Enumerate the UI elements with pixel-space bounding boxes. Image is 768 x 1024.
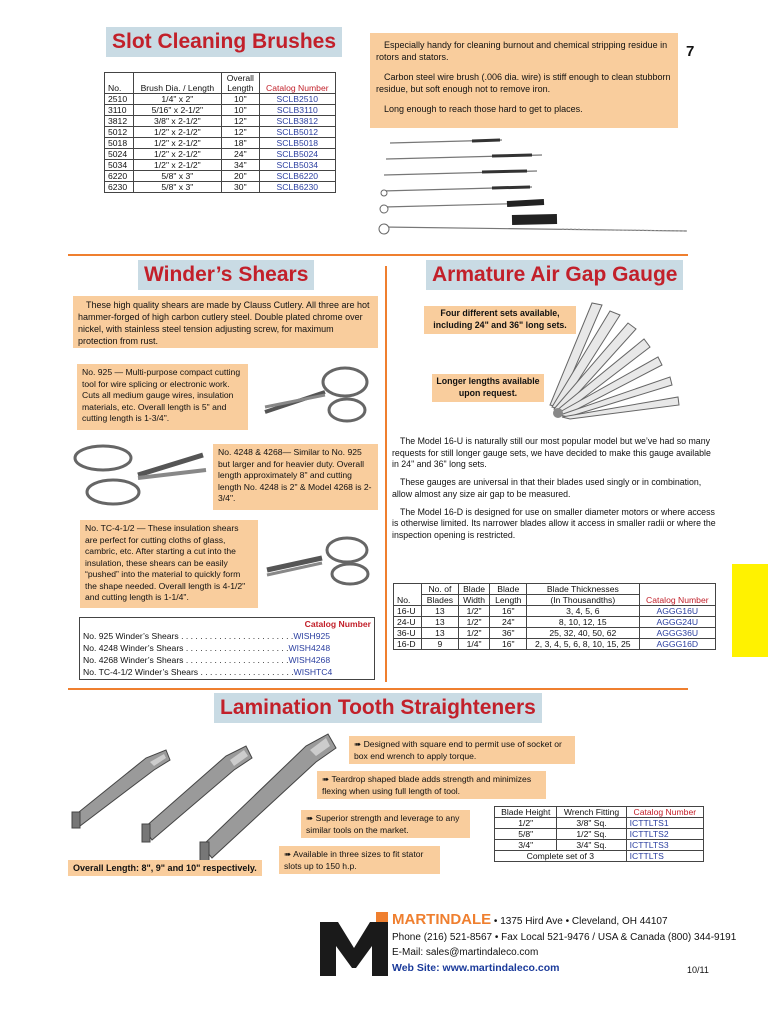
gauge-length: 16"	[490, 639, 527, 650]
gauge-length: 36"	[490, 628, 527, 639]
leader-dots: . . . . . . . . . . . . . . . . . . . . . .	[183, 643, 289, 653]
list-item	[83, 630, 371, 642]
catalog-number: ICTTLTS1	[626, 818, 703, 829]
footer-website[interactable]: Web Site: www.martindaleco.com	[392, 962, 560, 974]
shears-tc: No. TC-4-1/2 — These insulation shears are perfect for cutting cloths of glass, cambric, etc. After starting a cut into the insulation, these shears can be easily “pushed” into the material to quickly form the shape needed. Overall length is 4-1/2" and cutting length is 1-1/4".	[80, 520, 258, 608]
brush-dia: 5/8" x 3"	[133, 182, 221, 193]
gauge-description: The Model 16-U is naturally still our most popular model but we’ve had so many requests for still longer gauge sets, we have decided to make this gauge available in 24" and 36" long sets. These gauges are universal in that their blades used singly or in combination, allow almost any size air gap to be measured. The Model 16-D is designed for use on smaller diameter motors or where access is otherwise limited. Its narrower blades allow it access in smaller radii or where the inspection opening is restricted.	[392, 436, 716, 540]
table-header: Blades	[422, 595, 459, 606]
table-row	[105, 149, 336, 160]
brand-name: MARTINDALE	[392, 911, 492, 928]
catalog-number: SCLB5012	[259, 127, 335, 138]
wrench-fitting: 1/2" Sq.	[557, 829, 626, 840]
lamination-table	[494, 806, 704, 862]
shears-no925: No. 925 — Multi-purpose compact cutting tool for wire splicing or electronic work. Cuts all medium gauge wires, insulation materials, etc. Overall length is 5" and cutting length is 1-3/4".	[77, 364, 248, 430]
table-row	[105, 160, 336, 171]
column-divider	[385, 266, 387, 682]
gauge-blades: 13	[422, 628, 459, 639]
list-item	[83, 666, 371, 678]
gauge-thickness: 8, 10, 12, 15	[527, 617, 640, 628]
brush-length: 12"	[222, 116, 260, 127]
brush-length: 10"	[222, 94, 260, 105]
gauge-length: 16"	[490, 606, 527, 617]
footer-email[interactable]: E-Mail: sales@martindaleco.com	[392, 947, 539, 958]
gauge-callout-longer: Longer lengths available upon request.	[432, 374, 544, 402]
gauge-width: 1/2"	[458, 617, 490, 628]
blade-height: 1/2"	[495, 818, 557, 829]
air-gap-gauge-title: Armature Air Gap Gauge	[426, 260, 683, 290]
shears-model: No. 4268 Winder’s Shears	[83, 655, 184, 665]
gauge-blades: 13	[422, 617, 459, 628]
wrench-fitting: 3/8" Sq.	[557, 818, 626, 829]
brush-number: 6220	[105, 171, 134, 182]
gauge-number: 36-U	[394, 628, 422, 639]
table-header: Brush Dia. / Length	[133, 73, 221, 94]
gauge-image	[530, 295, 690, 435]
table-header: Width	[458, 595, 490, 606]
catalog-number: SCLB3110	[259, 105, 335, 116]
catalog-number: AGGG36U	[639, 628, 715, 639]
catalog-number: ICTTLTS3	[626, 840, 703, 851]
brush-dia: 1/2" x 2-1/2"	[133, 160, 221, 171]
leader-dots: . . . . . . . . . . . . . . . . . . . .	[198, 667, 294, 677]
catalog-number: SCLB5018	[259, 138, 335, 149]
complete-set-catalog: ICTTLTS	[626, 851, 703, 862]
table-header: Blade	[490, 584, 527, 595]
brush-number: 2510	[105, 94, 134, 105]
catalog-number: SCLB6230	[259, 182, 335, 193]
lamination-bullet-sizes: ➠ Available in three sizes to fit stator slots up to 150 h.p.	[279, 846, 440, 874]
page-number: 7	[686, 43, 695, 60]
table-row	[495, 840, 704, 851]
shears-tc-image	[262, 530, 380, 590]
footer-date: 10/11	[687, 965, 709, 975]
shears-catalog-header: Catalog Number	[304, 619, 371, 629]
lamination-bullet-square-end: ➠ Designed with square end to permit use of socket or box end wrench to apply torque.	[349, 736, 575, 764]
table-header: Length	[222, 83, 260, 94]
catalog-number: WISH4268	[288, 655, 331, 665]
table-row	[394, 617, 716, 628]
blade-height: 3/4"	[495, 840, 557, 851]
catalog-number: AGGG16D	[639, 639, 715, 650]
table-row	[394, 628, 716, 639]
gauge-blades: 9	[422, 639, 459, 650]
shears-model: No. TC-4-1/2 Winder’s Shears	[83, 667, 199, 677]
table-header: Blade Thicknesses	[527, 584, 640, 595]
table-row	[394, 639, 716, 650]
gauge-number: 16-U	[394, 606, 422, 617]
table-row	[394, 606, 716, 617]
brush-length: 34"	[222, 160, 260, 171]
shears-model: No. 4248 Winder’s Shears	[83, 643, 184, 653]
brush-length: 12"	[222, 127, 260, 138]
brush-number: 5012	[105, 127, 134, 138]
brush-length: 10"	[222, 105, 260, 116]
yellow-side-tab	[732, 564, 768, 657]
slot-brushes-table	[104, 72, 336, 193]
brush-number: 5018	[105, 138, 134, 149]
table-row	[105, 138, 336, 149]
catalog-number: WISH4248	[288, 643, 331, 653]
brush-dia: 5/8" x 3"	[133, 171, 221, 182]
catalog-number: SCLB2510	[259, 94, 335, 105]
leader-dots: . . . . . . . . . . . . . . . . . . . . . .	[183, 655, 289, 665]
brush-number: 5024	[105, 149, 134, 160]
gauge-thickness: 25, 32, 40, 50, 62	[527, 628, 640, 639]
lamination-bullet-strength: ➠ Superior strength and leverage to any similar tools on the market.	[301, 810, 470, 838]
brush-number: 3812	[105, 116, 134, 127]
gauge-width: 1/4"	[458, 639, 490, 650]
table-header: Catalog Number	[626, 807, 703, 818]
shears-model: No. 925 Winder’s Shears	[83, 631, 179, 641]
brush-dia: 3/8" x 2-1/2"	[133, 116, 221, 127]
table-header: Blade Height	[495, 807, 557, 818]
catalog-number: ICTTLTS2	[626, 829, 703, 840]
gauge-number: 16-D	[394, 639, 422, 650]
catalog-number: SCLB5034	[259, 160, 335, 171]
table-header: Catalog Number	[639, 584, 715, 606]
gauge-blades: 13	[422, 606, 459, 617]
table-row	[105, 171, 336, 182]
shears-no4248: No. 4248 & 4268— Similar to No. 925 but larger and for heavier duty. Overall length approximately 8" and cutting length No. 4248 is 2" & Model 4268 is 2-3/4".	[213, 444, 378, 510]
gauge-length: 24"	[490, 617, 527, 628]
section-divider	[68, 688, 688, 690]
catalog-number: SCLB3812	[259, 116, 335, 127]
table-header: No.	[105, 73, 134, 94]
table-header: Catalog Number	[259, 73, 335, 94]
winders-shears-title: Winder’s Shears	[138, 260, 314, 290]
brush-dia: 5/16" x 2-1/2"	[133, 105, 221, 116]
table-header: (In Thousandths)	[527, 595, 640, 606]
catalog-number: AGGG24U	[639, 617, 715, 628]
straighteners-image	[66, 728, 348, 863]
gauge-thickness: 2, 3, 4, 5, 6, 8, 10, 15, 25	[527, 639, 640, 650]
gauge-thickness: 3, 4, 5, 6	[527, 606, 640, 617]
table-row	[105, 116, 336, 127]
brush-dia: 1/2" x 2-1/2"	[133, 138, 221, 149]
table-header: Overall	[222, 73, 260, 84]
catalog-number: AGGG16U	[639, 606, 715, 617]
brushes-image	[372, 135, 690, 245]
table-row	[105, 94, 336, 105]
brush-length: 18"	[222, 138, 260, 149]
slot-brushes-description: Especially handy for cleaning burnout and chemical stripping residue in rotors and stators. Carbon steel wire brush (.006 dia. wire) is stiff enough to clean stubborn residue, but soft enough not to remove iron. Long enough to reach those hard to get to places.	[370, 33, 678, 128]
brush-length: 20"	[222, 171, 260, 182]
catalog-number: WISHTC4	[293, 667, 333, 677]
shears-4248-image	[68, 440, 208, 510]
brush-length: 24"	[222, 149, 260, 160]
shears-925-image	[255, 362, 375, 432]
gauge-number: 24-U	[394, 617, 422, 628]
gauge-width: 1/2"	[458, 628, 490, 639]
footer-address: • 1375 Hird Ave • Cleveland, OH 44107	[491, 916, 668, 927]
gauge-width: 1/2"	[458, 606, 490, 617]
shears-catalog	[79, 617, 375, 680]
brush-length: 30"	[222, 182, 260, 193]
brush-dia: 1/4" x 2"	[133, 94, 221, 105]
section-divider	[68, 254, 688, 256]
shears-intro: These high quality shears are made by Clauss Cutlery. All three are hot hammer-forged of high carbon cutlery steel. Double plated chrome over nickel, with stainless steel tension adjusting screw, for maximum protection from rust.	[73, 296, 378, 348]
list-item	[83, 654, 371, 666]
catalog-number: SCLB5024	[259, 149, 335, 160]
table-header: Wrench Fitting	[557, 807, 626, 818]
brush-dia: 1/2" x 2-1/2"	[133, 149, 221, 160]
table-header: Length	[490, 595, 527, 606]
leader-dots: . . . . . . . . . . . . . . . . . . . . . . . .	[178, 631, 294, 641]
gauge-callout-sets: Four different sets available, including 24" and 36" long sets.	[424, 306, 576, 334]
footer-brand-line	[392, 912, 668, 930]
table-header: Blade	[458, 584, 490, 595]
brush-number: 3110	[105, 105, 134, 116]
table-row	[495, 818, 704, 829]
brush-number: 6230	[105, 182, 134, 193]
overall-length-label: Overall Length: 8", 9" and 10" respectively.	[68, 860, 262, 876]
lamination-title: Lamination Tooth Straighteners	[214, 693, 542, 723]
footer-phone: Phone (216) 521-8567 • Fax Local 521-9476 / USA & Canada (800) 344-9191	[392, 932, 737, 943]
blade-height: 5/8"	[495, 829, 557, 840]
table-row	[495, 829, 704, 840]
table-row	[105, 105, 336, 116]
brush-dia: 1/2" x 2-1/2"	[133, 127, 221, 138]
table-header: No.	[394, 584, 422, 606]
catalog-number: WISH925	[293, 631, 331, 641]
catalog-number: SCLB6220	[259, 171, 335, 182]
lamination-bullet-teardrop: ➠ Teardrop shaped blade adds strength and minimizes flexing when using full length of tool.	[317, 771, 546, 799]
table-row	[105, 127, 336, 138]
martindale-logo	[318, 912, 390, 978]
slot-brushes-title: Slot Cleaning Brushes	[106, 27, 342, 57]
wrench-fitting: 3/4" Sq.	[557, 840, 626, 851]
brush-number: 5034	[105, 160, 134, 171]
table-row	[105, 182, 336, 193]
gauge-table	[393, 583, 716, 650]
list-item	[83, 642, 371, 654]
table-header: No. of	[422, 584, 459, 595]
complete-set-label: Complete set of 3	[495, 851, 627, 862]
